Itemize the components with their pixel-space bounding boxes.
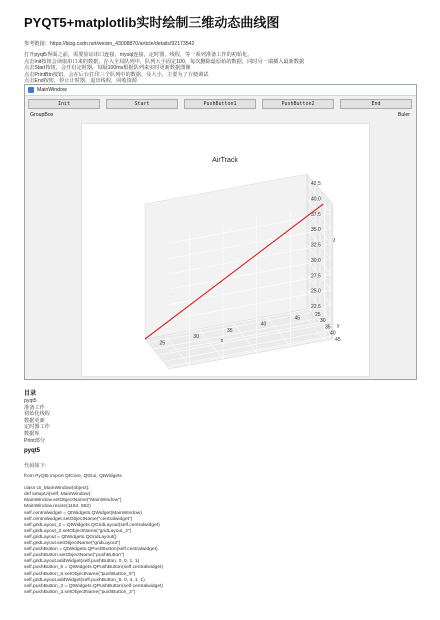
z-tick-label: 37.5 bbox=[311, 211, 321, 218]
y-tick-label: 30 bbox=[320, 318, 326, 324]
z-tick-label: 25.0 bbox=[311, 288, 321, 295]
y-tick-label: 25 bbox=[315, 311, 321, 318]
code-line: MainWindow.resize(1184, 862) bbox=[24, 504, 91, 510]
code-line: from PyQt5 import QtCore, QtGui, QtWidgets bbox=[24, 474, 122, 479]
intro-line: 打开pyqt5界面之前，需要验证串口连接，mysql连接，定时器，线程，等一系列准备工作的初始化。 bbox=[24, 52, 253, 58]
intro-line: 点击PrintBtn按钮，会在后台打印三个队列中的数据，及大小，主要为了方便调试 bbox=[24, 71, 209, 78]
chart-title: AirTrack bbox=[212, 157, 238, 164]
intro-line: 点击End按钮，停止计时器，退出线程，回收资源 bbox=[24, 78, 137, 85]
code-line: self.gridLayout_2 = QtWidgets.QGridLayout(self.centralwidget) bbox=[24, 522, 160, 528]
toc-item[interactable]: 数据更新 bbox=[24, 417, 45, 424]
end-button[interactable]: End bbox=[340, 99, 412, 109]
toc-item[interactable]: 初始化线程 bbox=[24, 411, 50, 418]
code-line: self.pushButton_3 = QtWidgets.QPushButton(self.centralwidget) bbox=[24, 583, 164, 589]
x-tick-label: 35 bbox=[226, 327, 233, 334]
code-line: self.centralwidget = QtWidgets.QWidget(MainWindow) bbox=[24, 510, 142, 516]
code-line: self.gridLayout = QtWidgets.QGridLayout() bbox=[24, 534, 117, 540]
code-line: self.centralwidget.setObjectName("centralwidget") bbox=[24, 516, 133, 522]
code-line: self.pushButton_5.setObjectName("pushButton_5") bbox=[24, 571, 136, 577]
x-tick-label: 25 bbox=[159, 340, 166, 347]
code-line: self.gridLayout_2.setObjectName("gridLayout_2") bbox=[24, 528, 132, 534]
toc-list bbox=[24, 398, 50, 444]
code-line: class Ui_MainWindow(object): bbox=[24, 486, 90, 492]
page-title: PYQT5+matplotlib实时绘制三维动态曲线图 bbox=[24, 15, 280, 30]
x-tick-label: 40 bbox=[260, 321, 267, 328]
code-line: self.gridLayout.addWidget(self.pushButton, 0, 0, 1, 1) bbox=[24, 559, 140, 565]
push-button-2[interactable]: PushButton2 bbox=[262, 99, 334, 109]
intro-line: 点击Init按钮会读取串口来的数据，存入全局队列中，队列大小固定100，每次删除最原始的数据，同时另一端插入最新数据 bbox=[24, 58, 305, 65]
code-line: self.pushButton_5 = QtWidgets.QPushButton(self.centralwidget) bbox=[24, 565, 164, 571]
code-heading: 代码如下： bbox=[24, 463, 50, 469]
z-tick-label: 40.0 bbox=[311, 196, 321, 203]
x-axis-label: x bbox=[220, 338, 224, 344]
z-tick-label: 22.5 bbox=[311, 303, 321, 310]
3d-chart bbox=[82, 124, 369, 376]
code-line: self.pushButton = QtWidgets.QPushButton(self.centralwidget) bbox=[24, 547, 158, 553]
y-tick-label: 45 bbox=[335, 336, 341, 343]
button-row bbox=[28, 99, 413, 109]
window-title: MainWindow bbox=[37, 87, 67, 93]
y-axis-label: y bbox=[337, 323, 340, 329]
app-icon bbox=[28, 87, 34, 93]
toc-item[interactable]: 准备工作 bbox=[24, 404, 45, 411]
init-button[interactable]: Init bbox=[28, 99, 100, 109]
code-line: self.pushButton.setObjectName("pushButton") bbox=[24, 553, 125, 559]
push-button-1[interactable]: PushButton1 bbox=[184, 99, 256, 109]
z-tick-label: 32.5 bbox=[311, 242, 321, 249]
groupbox-label: GroupBox bbox=[30, 112, 54, 118]
chart-panes bbox=[145, 174, 333, 369]
x-tick-label: 30 bbox=[193, 334, 199, 340]
y-tick-label: 40 bbox=[330, 330, 336, 337]
code-line: MainWindow.setObjectName("MainWindow") bbox=[24, 498, 122, 504]
start-button[interactable]: Start bbox=[106, 99, 178, 109]
toc-item[interactable]: pyqt5 bbox=[24, 398, 37, 404]
right-label: Buler bbox=[397, 112, 410, 118]
section-heading: pyqt5 bbox=[24, 448, 41, 454]
z-axis-label: z bbox=[333, 237, 336, 244]
reference-link[interactable]: 参考链接：https://blog.csdn.net/weixin_43008870/article/details/92173542 bbox=[24, 41, 195, 47]
z-tick-label: 42.5 bbox=[311, 181, 321, 188]
window-titlebar bbox=[25, 85, 416, 96]
toc-item[interactable]: Print部分 bbox=[24, 437, 46, 444]
y-tick-label: 35 bbox=[325, 324, 331, 331]
intro-line: 点击Start按钮，会开启定时器，每隔100ms根据队列来实时更新数据图像 bbox=[24, 65, 191, 72]
intro-paragraph bbox=[24, 52, 304, 85]
z-tick-label: 35.0 bbox=[311, 227, 321, 234]
code-line: self.gridLayout.addWidget(self.pushButton_5, 0, 4, 1, 1) bbox=[24, 577, 145, 583]
code-block bbox=[24, 474, 163, 596]
main-window-screenshot bbox=[24, 84, 417, 380]
toc-title: 目录 bbox=[24, 391, 37, 397]
z-tick-label: 27.5 bbox=[311, 273, 321, 280]
x-tick-label: 45 bbox=[294, 315, 301, 322]
code-line: def setupUi(self, MainWindow): bbox=[24, 492, 92, 498]
code-line: self.gridLayout.setObjectName("gridLayout") bbox=[24, 541, 121, 547]
toc-item[interactable]: 数据库 bbox=[24, 430, 40, 437]
toc-item[interactable]: 定时器工作 bbox=[24, 424, 50, 431]
code-line: self.pushButton_3.setObjectName("pushButton_3") bbox=[24, 589, 136, 595]
z-tick-label: 30.0 bbox=[311, 257, 321, 264]
plot-panel bbox=[81, 123, 370, 377]
